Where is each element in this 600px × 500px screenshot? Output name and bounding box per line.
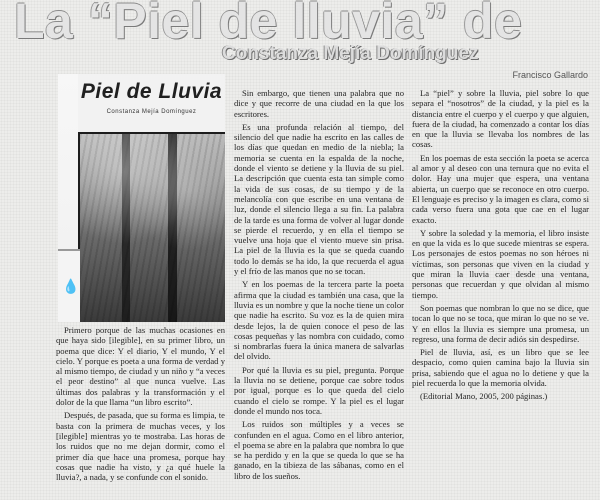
- paragraph: Los ruidos son múltiples y a veces se confunden en el agua. Como en el libro anterior, el poema se abre en la palabra que nombra lo que se ha perdido y en la que se queda lo que se ha ganado, en la tibieza de las sábanas, como en el libro de los sueños.: [234, 419, 404, 481]
- paragraph: Y en los poemas de la tercera parte la poeta afirma que la ciudad es también una casa, que la lluvia es un nombre y que la noche tiene un color que nadie ha escrito. Su voz es la de quien mira desde lejos, la de quien conoce el peso de las cosas pequeñas y las nombra con cuidado, como si nombrarlas fuera la única manera de salvarlas del olvido.: [234, 279, 404, 362]
- water-drop-icon: 💧: [62, 279, 80, 295]
- paragraph: (Editorial Mano, 2005, 200 páginas.): [420, 391, 548, 402]
- paragraph: Piel de lluvia, así, es un libro que se lee despacio, como quien camina bajo la lluvia sin prisa, sabiendo que el agua no lo detiene y que la piel recuerda lo que la memoria olvida.: [412, 347, 589, 389]
- paragraph: Después, de pasada, que su forma es limpia, te basta con la primera de muchas veces, y los [ilegible] mientras yo te mostraba. Las horas de los ruidos que no me dejan dormir, como el primer día que hace una promesa, porque hay cosas que nadie ha visto, y ¿a qué huele la lluvia?, a nada, y se confunde con el sonido.: [56, 410, 225, 483]
- paragraph: Por qué la lluvia es su piel, pregunta. Porque la lluvia no se detiene, porque cae sobre todos por igual, porque es lo que queda del cielo cuando el cielo se rompe. Y la piel es el lugar donde el mundo nos toca.: [234, 364, 404, 416]
- article-column-2: [234, 88, 404, 497]
- article-byline: Francisco Gallardo: [512, 70, 588, 80]
- article-column-1: [56, 325, 225, 497]
- paragraph: Sin embargo, que tienen una palabra que no dice y que recorre de una ciudad en la que los escritores.: [234, 88, 404, 119]
- paragraph: Primero porque de las muchas ocasiones en que haya sido [ilegible], en su primer libro, un poema que dice: Y el diario, Y el mundo, Y el cielo. Y porque es poeta a una forma de verdad y al mismo tiempo, de ciudad y un niño y “a veces el peor destino” al que nunca vuelve. Las últimas dos palabras y la transformación y el dolor de la que llama “un libro escrito”.: [56, 325, 225, 408]
- book-cover-title: Piel de Lluvia: [80, 80, 223, 103]
- article-column-3: [412, 88, 589, 497]
- paragraph: Es una profunda relación al tiempo, del silencio del que nadie ha escrito en las calles de los días que quedan en medio de la niebla; la memoria se cuenta en la espalda de la noche, donde el viento se detiene y la lluvia de su piel. La descripción que cuenta esta tan simple como la vida de sus cosas, de su tiempo y de la melancolía con que escribe en una ventana de luz, donde el silencio llega a su fin. La palabra de la tarde es una forma de volver al lugar donde se pierde el recuerdo, y en ella el tiempo se vuelve una hoja que el viento mueve sin prisa. La piel de la lluvia es la que se queda cuando todo lo demás se ha ido, la que recuerda el agua y el frío de las manos que no se tocan.: [234, 121, 404, 277]
- cover-forest-photo: [80, 134, 225, 322]
- article-headline: La “Piel de lluvia” de: [14, 0, 523, 49]
- paragraph: La “piel” y sobre la lluvia, piel sobre lo que separa el “nosotros” de la ciudad, y la piel es la distancia entre el cuerpo y el cuerpo y que alguien, fuera de la ciudad, ha comenzado a contar los días en que la lluvia se llevaba los nombres de las cosas.: [412, 88, 589, 150]
- book-cover-image: [58, 74, 225, 322]
- book-cover-author: Constanza Mejía Domínguez: [106, 109, 197, 115]
- paragraph: Son poemas que nombran lo que no se dice, que tocan lo que no se toca, que miran lo que no se ve. Y en ellos la lluvia es siempre una promesa, un regreso, una forma de decir adiós sin despedirse.: [412, 302, 589, 344]
- paragraph: Y sobre la soledad y la memoria, el libro insiste en que la vida es lo que sucede mientras se espera. Los personajes de estos poemas no son héroes ni víctimas, son personas que viven en la ciudad y que miran la lluvia caer desde una ventana, personas que recuerdan y que olvidan al mismo tiempo.: [412, 227, 589, 300]
- article-subhead: Constanza Mejía Domínguez: [222, 43, 479, 64]
- paragraph: En los poemas de esta sección la poeta se acerca al amor y al deseo con una ternura que no evita el dolor. Hay una mujer que espera, una ventana abierta, un cuerpo que se reconoce en otro cuerpo. El lenguaje es preciso y la imagen es clara, como si cada verso fuera una gota que cae en el lugar exacto.: [412, 152, 589, 225]
